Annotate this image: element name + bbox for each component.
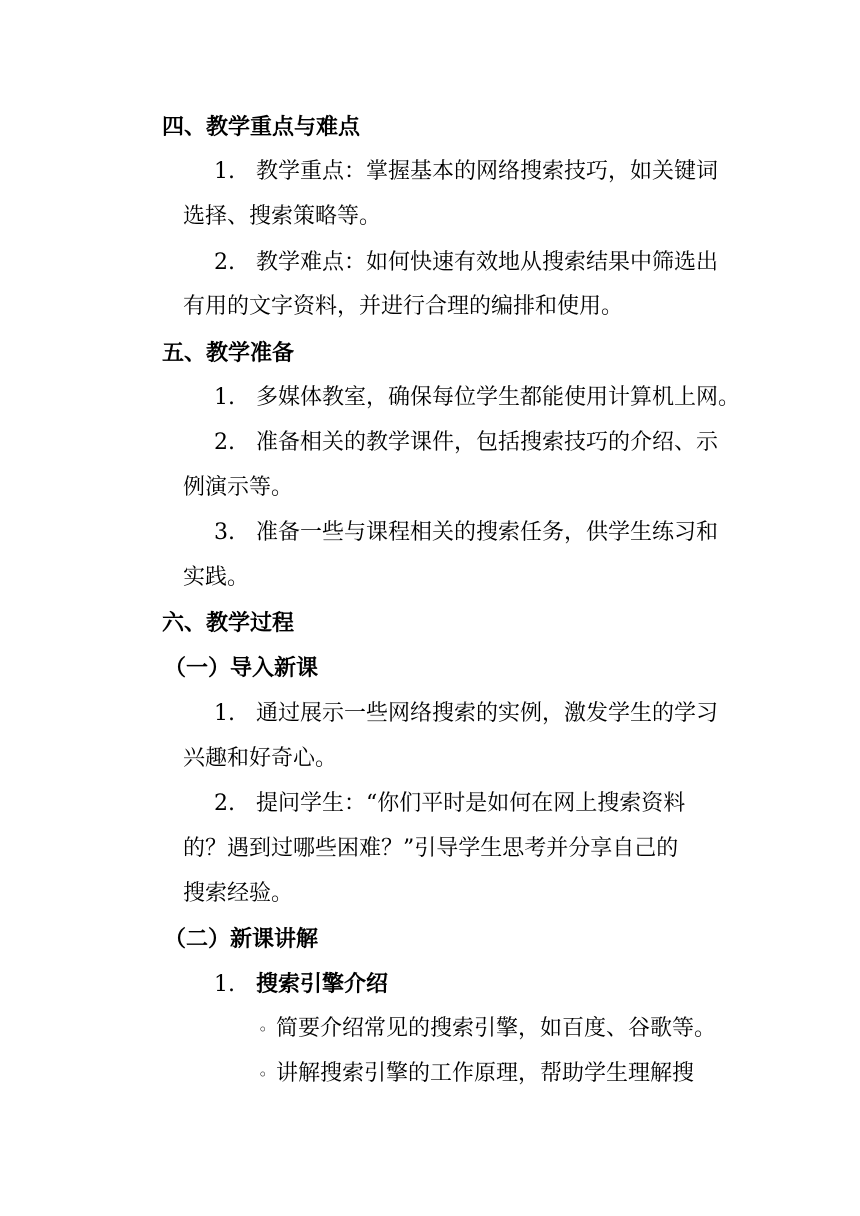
bullet-text: 讲解搜索引擎的工作原理，帮助学生理解搜	[276, 1061, 695, 1086]
item-number: 1.	[214, 972, 235, 997]
list-item	[214, 699, 718, 729]
item-text-continued: 例演示等。	[183, 475, 294, 500]
section-heading: 六、教学过程	[162, 610, 295, 636]
list-item	[214, 248, 718, 278]
item-text-continued: 的？遇到过哪些困难？”引导学生思考并分享自己的	[183, 836, 679, 861]
item-text-continued: 兴趣和好奇心。	[183, 746, 338, 771]
subsection-heading: （二）新课讲解	[164, 926, 319, 952]
item-text-continued: 选择、搜索策略等。	[183, 204, 382, 229]
item-text: 准备一些与课程相关的搜索任务，供学生练习和	[256, 520, 719, 545]
list-item	[214, 383, 740, 413]
item-text: 准备相关的教学课件，包括搜索技巧的介绍、示	[256, 430, 719, 455]
item-text: 提问学生：“你们平时是如何在网上搜索资料	[256, 791, 686, 816]
bullet-text: 简要介绍常见的搜索引擎，如百度、谷歌等。	[276, 1016, 717, 1041]
item-number: 2.	[214, 250, 235, 275]
bullet-item	[258, 1014, 716, 1044]
list-item	[214, 157, 718, 187]
item-number: 1.	[214, 159, 235, 184]
item-text-continued: 搜索经验。	[183, 881, 294, 906]
list-item	[214, 518, 718, 548]
list-item	[214, 969, 388, 999]
section-heading: 五、教学准备	[162, 340, 295, 366]
item-text: 教学重点：掌握基本的网络搜索技巧，如关键词	[256, 159, 719, 184]
item-text: 通过展示一些网络搜索的实例，激发学生的学习	[256, 701, 719, 726]
item-number: 1.	[214, 385, 235, 410]
section-heading: 四、教学重点与难点	[162, 114, 361, 140]
item-title: 搜索引擎介绍	[256, 971, 389, 997]
bullet-icon: ◦	[258, 1020, 268, 1039]
bullet-icon: ◦	[258, 1065, 268, 1084]
item-number: 3.	[214, 520, 235, 545]
item-text-continued: 有用的文字资料，并进行合理的编排和使用。	[183, 294, 624, 319]
list-item	[214, 789, 685, 819]
item-number: 2.	[214, 791, 235, 816]
list-item	[214, 428, 718, 458]
bullet-item	[258, 1059, 694, 1089]
item-text: 教学难点：如何快速有效地从搜索结果中筛选出	[256, 250, 719, 275]
subsection-heading: （一）导入新课	[164, 655, 319, 681]
item-text-continued: 实践。	[183, 565, 250, 590]
item-number: 1.	[214, 701, 235, 726]
item-number: 2.	[214, 430, 235, 455]
item-text: 多媒体教室，确保每位学生都能使用计算机上网。	[256, 385, 741, 410]
